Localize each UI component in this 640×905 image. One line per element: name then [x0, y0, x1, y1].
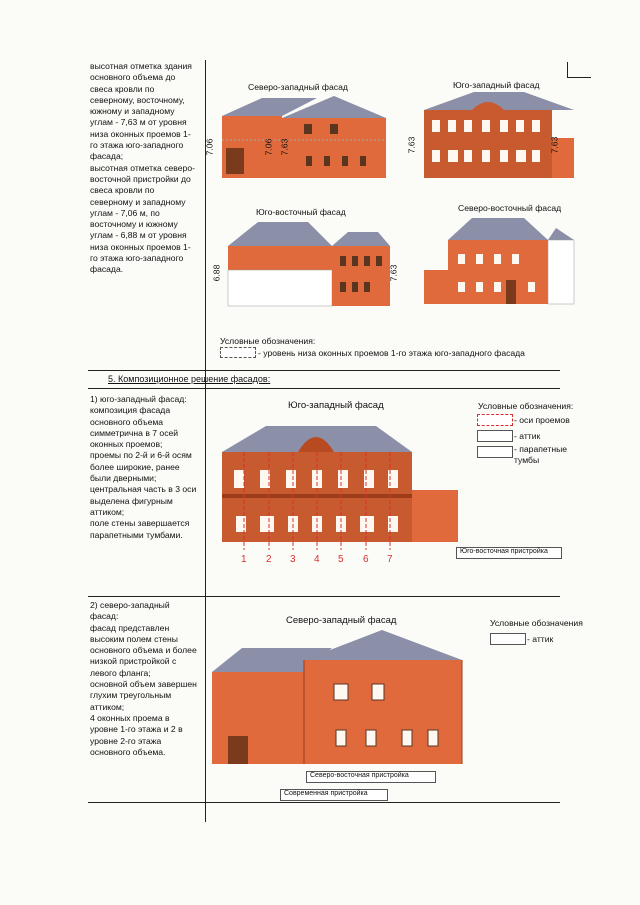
legend-swatch-parapet [477, 446, 513, 458]
facade-title-nw: Северо-западный фасад [248, 82, 348, 92]
axis-label-6: 6 [363, 554, 369, 565]
facade-drawing-nw [222, 94, 392, 178]
facade-title-sw: Юго-западный фасад [453, 80, 540, 90]
legend-swatch-axes [477, 414, 513, 426]
facade-title-ne: Северо-восточный фасад [458, 203, 562, 213]
dim-label-c: 7.63 [279, 138, 290, 156]
opening-axes [216, 412, 462, 562]
dim-label-f: 6.88 [211, 264, 222, 282]
axis-label-1: 1 [241, 554, 247, 565]
legend-swatch-attic [477, 430, 513, 442]
callout-se-annex-label: Юго-восточная пристройка [460, 548, 548, 555]
facade-title-sw-large: Юго-западный фасад [288, 400, 384, 411]
dim-label-b: 7.06 [263, 138, 274, 156]
axis-label-5: 5 [338, 554, 344, 565]
facade-drawing-ne [424, 216, 574, 304]
facade-drawing-sw [424, 90, 574, 178]
legend-title-row1: Условные обозначения: [478, 401, 574, 411]
table-row-divider-4 [88, 802, 560, 803]
dim-label-g: 7.63 [388, 264, 399, 282]
legend-title-heights: Условные обозначения: [220, 336, 316, 346]
legend-item-attic-2: - аттик [527, 634, 554, 644]
legend-swatch-attic-2 [490, 633, 526, 645]
facade-drawing-se [228, 220, 398, 306]
corner-mark-h [567, 77, 591, 78]
dim-label-e: 7.63 [549, 136, 560, 154]
sw-composition-text: 1) юго-западный фасад: композиция фасада основного объема симметрична в 7 осей оконных проемов; проемы по 2-й и 6-й осям более широкие, ранее были дверными; центральная часть в 3 оси выделена фигурным аттиком; поле стены завершается парапетными тумбами. [90, 394, 197, 540]
dim-label-d: 7.63 [406, 136, 417, 154]
table-row-divider-2 [88, 388, 560, 389]
legend-swatch-level [220, 347, 256, 358]
legend-item-axes: - оси проемов [514, 415, 570, 425]
callout-ne-annex-label: Северо-восточная пристройка [310, 772, 409, 779]
legend-item-attic: - аттик [514, 431, 541, 441]
legend-item-parapet: - парапетные тумбы [514, 444, 568, 466]
table-col-divider [205, 60, 206, 822]
legend-title-row2: Условные обозначения [490, 618, 583, 628]
dim-label-a: 7.06 [204, 138, 215, 156]
corner-mark-v [567, 62, 568, 78]
table-row-divider-3 [88, 596, 560, 597]
height-marks-text: высотная отметка здания основного объема до свеса кровли по северному, восточному, южному и западному углам - 7,63 м от уровня низа оконных проемов 1- го этажа юго-западного фасада; высотная отметка северо- восточной пристройки до свеса кровли по северному и западному углам - 7,06 м, по восточному и южному углам - 6,88 м от уровня низа оконных проемов 1- го этажа юго-западного фасада. [90, 61, 195, 275]
axis-label-7: 7 [387, 554, 393, 565]
table-row-divider-1 [88, 370, 560, 371]
section-heading: 5. Композиционное решение фасадов: [108, 374, 271, 384]
axis-label-2: 2 [266, 554, 272, 565]
axis-label-3: 3 [290, 554, 296, 565]
facade-title-nw-large: Северо-западный фасад [286, 615, 397, 626]
callout-modern-annex-label: Современная пристройка [284, 790, 368, 797]
axis-label-4: 4 [314, 554, 320, 565]
nw-composition-text: 2) северо-западный фасад: фасад представлен высоким полем стены основного объема и более низкой пристройкой с левого фланга; основной объем завершен глухим треугольным аттиком; 4 оконных проема в уровне 1-го этажа и 2 в уровне 2-го этажа основного объема. [90, 600, 197, 757]
legend-item-level: - уровень низа оконных проемов 1-го этажа юго-западного фасада [258, 348, 525, 358]
facade-drawing-nw-large [212, 626, 472, 764]
facade-title-se: Юго-восточный фасад [256, 207, 346, 217]
